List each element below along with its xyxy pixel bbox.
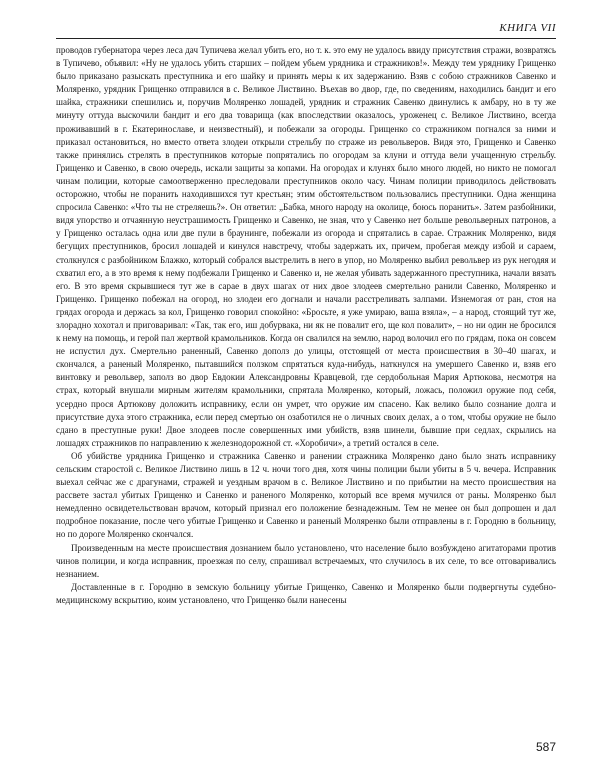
header-rule [56, 38, 556, 39]
running-head: КНИГА VII [499, 22, 556, 34]
paragraph-1: проводов губернатора через леса дач Тупичева желал убить его, но т. к. это ему не удалось ввиду присутствия стражи, возвратясь в Тупичево, объявил: «Ну не удалось убить старших – пойдем убьем урядника и стражников!». Между тем уряднику Грищенко было приказано разыскать преступника и его шайку и принять меры к их задержанию. Взяв с собою стражников Савенко и Моляренко, урядник Грищенко отправился в с. Великое Листвино. Въехав во двор, где, по сведениям, находились бандит и его шайка, стражники спешились и, поручив Моляренко лошадей, урядник и стражник Савенко двинулись к амбару, но в ту же минуту оттуда выскочили бандит и его два товарища (как впоследствии оказалось, уроженец с. Великое Листвино, всегда проживавший в г. Екатеринославе, и неизвестный), и побежали за огороды. Грищенко со стражником погнался за ними и приказал остановиться, но вместо ответа злодеи открыли стрельбу по страже из револьверов. Видя это, Грищенко и Савенко также принялись стрелять в преступников которые попрятались по огородам за клуни и оттуда вели учащенную стрельбу. Грищенко и Савенко, в свою очередь, искали защиты за копами. На огородах и клунях было много людей, но никто не помогал чинам полиции, которые самоотверженно преследовали преступников около часу. Чинам полиции приводилось действовать осторожно, чтобы не поранить находившихся тут крестьян; этим обстоятельством пользовались преступники. Одна женщина спросила Савенко: «Что ты не стреляешь?». Он ответил: „Бабка, много народу на околице, боюсь поранить». Затем разбойники, видя упорство и отчаянную неустрашимость Грищенко и Савенко, не зная, что у Савенко нет больше револьверных патронов, а у Грищенко осталась одна или две пули в браунинге, побежали из огорода и спрятались в сарае. Стражник Моляренко, видя бегущих преступников, бросил лошадей и кинулся навстречу, чтобы задержать их, причем, пробегая между избой и сараем, столкнулся с разбойником Блажко, который собрался выстрелить в него в упор, но Моляренко выбил револьвер из рук негодяя и схватил его, а в это время к нему подбежали Грищенко и Савенко и, не желая убивать задержанного преступника, начали вязать его. В это время скрывшиеся тут же в сарае в двух шагах от них двое злодеев смертельно ранили Савенко, Моляренко и Грищенко. Грищенко побежал на огород, но злодеи его догнали и начали расстреливать залпами. Изнемогая от ран, стоя на грядах огорода и держась за кол, Грищенко говорил спокойно: «Бросьте, я уже умираю, ваша взяла», – а народ, стоящий тут же, злорадно хохотал и приговаривал: «Так, так его, иш добурвака, ни як не повалит его, ще кол повалит», – но ни один не бросился к нему на помощь, и герой пал жертвой крамольников. Когда он свалился на землю, народ волочил его по грядам, пока он совсем не испустил дух. Смертельно раненный, Савенко дополз до улицы, отстоящей от места происшествия в 30–40 шагах, и скончался, а раненый Моляренко, пытавшийся ползком спрятаться куда-нибудь, наткнулся на умершего Савенко и, взяв его винтовку и револьвер, заполз во двор Евдокии Александровны Кравцевой, где сердобольная Мария Артюкова, несмотря на страх, который внушали мирным жителям крамольники, спрятала Моляренко, который, ложась, положил оружие под себя, усердно прося Артюкову доложить исправнику, если он умрет, что оружие им спасено. Как велико было сознание долга и присутствие духа этого стражника, если перед смертью он озаботился не о личных своих делах, а о том, чтобы оружие не было сдано в преступные руки! Двое злодеев после совершенных ими убийств, взяв шинели, бывшие при седлах, скрылись на лошадях стражников по направлению к железнодорожной ст. «Хоробичи», а третий остался в селе. [56, 45, 556, 448]
page-body [56, 44, 556, 607]
paragraph-3: Произведенным на месте происшествия дознанием было установлено, что население было возбуждено агитаторами против чинов полиции, и когда исправник, проезжая по селу, спрашивал встречаемых, что случилось в их селе, то все отговаривались незнанием. [56, 542, 556, 579]
page-number: 587 [535, 740, 556, 754]
paragraph-2: Об убийстве урядника Грищенко и стражника Савенко и ранении стражника Моляренко дано было знать исправнику сельским старостой с. Великое Листвино лишь в 12 ч. ночи того дня, хотя чины полиции были убиты в 5 ч. вечера. Исправник выехал сейчас же с драгунами, стражей и уездным врачом в с. Великое Листвино и по прибытии на место происшествия на рассвете застал убитых Грищенко и Саненко и раненого Моляренко, который все время мучился от раны. Моляренко был немедленно освидетельствован врачом, который признал его положение безнадежным. Тем не менее он был допрошен и дал подробное показание, после чего убитые Грищенко и Савенко и раненый Моляренко были отправлены в г. Городню в больницу, но по дороге Моляренко скончался. [56, 450, 556, 540]
paragraph-4: Доставленные в г. Городню в земскую больницу убитые Грищенко, Савенко и Моляренко были подвергнуты судебно-медицинскому вскрытию, коим установлено, что Грищенко были нанесены [56, 581, 556, 605]
